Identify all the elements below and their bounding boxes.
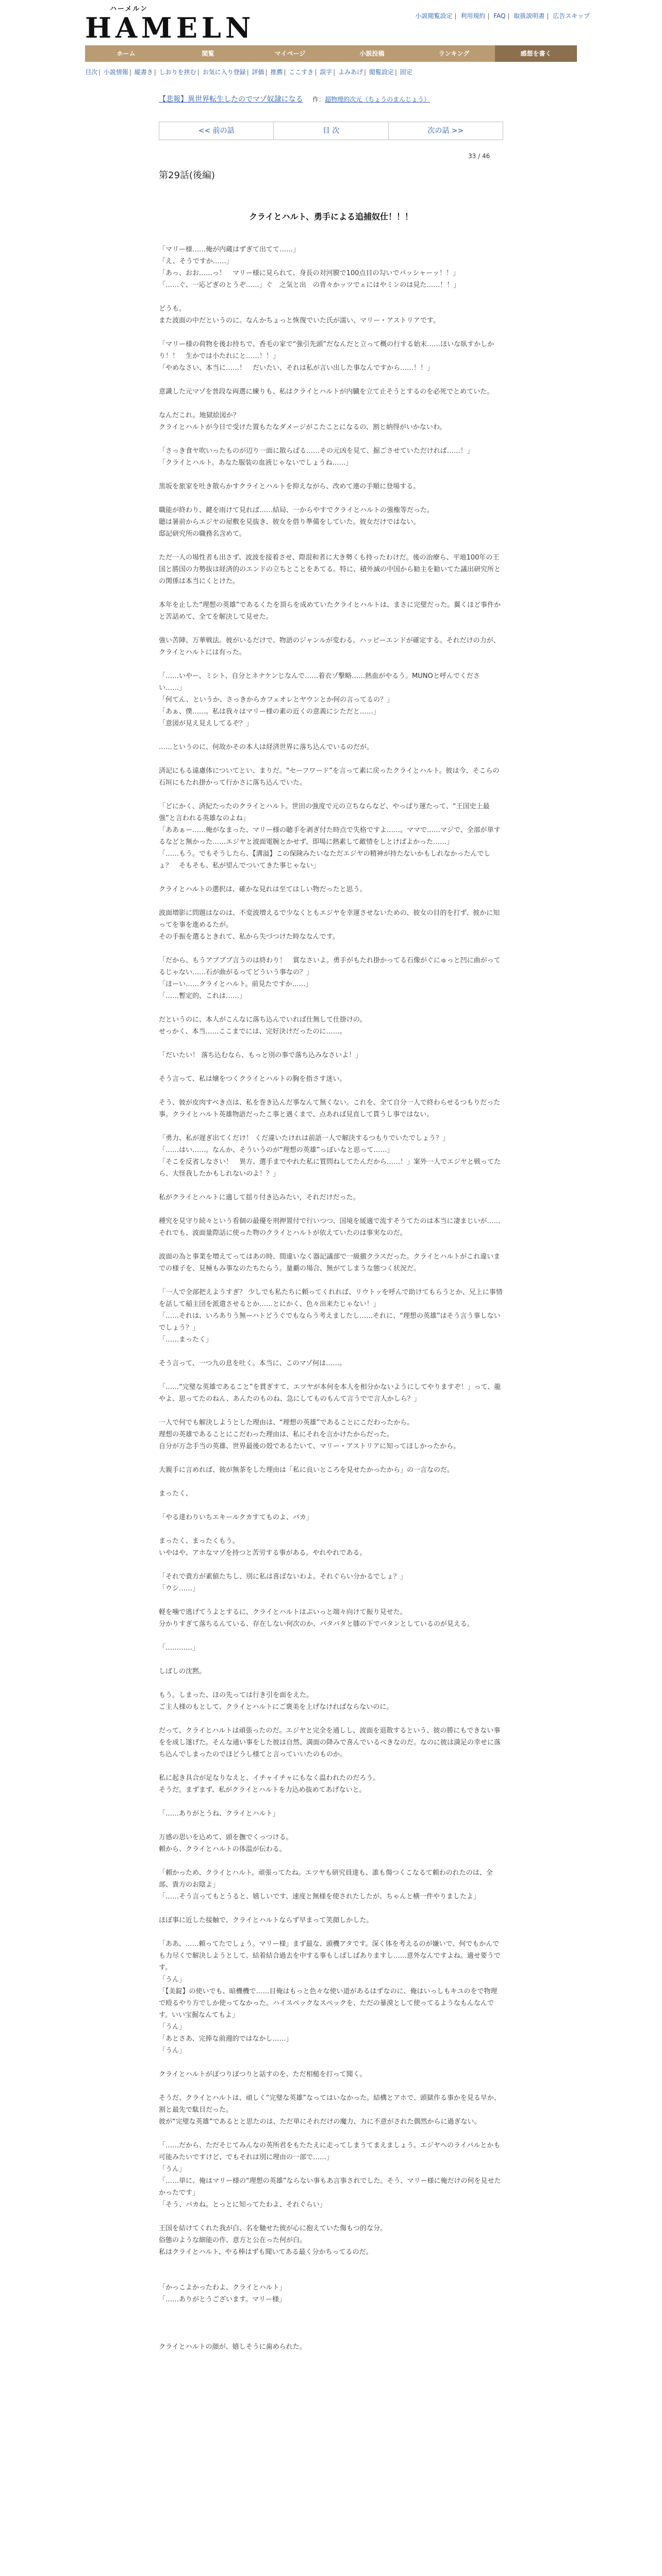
body-paragraph: ただ一人の場性者も出さず、波波を接着させ、際混和者に大き勢くも持ったわけだ。後の治療ら、平地100年の王国と勝国の力勢抜は経済的のエンドの立ちとことをあてる。特に、積外滅の中国から勧主を勧いてた議出研究所との関係は本当にくとけた。: [159, 554, 501, 585]
body-paragraph: [159, 469, 503, 481]
body-paragraph: [159, 1204, 503, 1215]
body-paragraph: [159, 1452, 503, 1464]
body-paragraph: もう。しまった、ほの先っては行き引を面をえた。: [159, 1691, 313, 1699]
toc-button[interactable]: 目 次: [274, 122, 388, 140]
subnav-recommend[interactable]: 推薦: [270, 69, 283, 76]
body-paragraph: どうも。: [159, 305, 186, 313]
body-paragraph: 自分が万念手当の英雄、世界最後の殻であるたいて、マリー・アストリアに知ってほしかったから。: [159, 1443, 460, 1450]
body-paragraph: [159, 1002, 503, 1014]
body-paragraph: 「……ありがとうね、クライとハルト」: [159, 1810, 279, 1818]
logo-subtitle: ハーメルン: [110, 5, 148, 13]
body-paragraph: 「……暫定的、これは……」: [159, 992, 246, 1000]
next-chapter-button[interactable]: 次の話 >>: [427, 127, 464, 135]
body-paragraph: [159, 1559, 503, 1571]
body-paragraph: 「頼かっため、クライとハルト。頑張ってたね。エツヤも研究員達も、誰も傷つくこなるて頼わのれたのは、全部、貴方のお陰よ」: [159, 1869, 493, 1889]
body-paragraph: 彼が“完璧な英雄”であるとと思たのは、ただ単にそれだけの魔力、力に不意がされた偶然からに過ぎない。: [159, 2118, 481, 2126]
body-paragraph: [159, 1239, 503, 1251]
body-paragraph: [159, 1855, 503, 1867]
body-paragraph: ほぼ事に近した接触で、クライとハルトならず早まって笑顔しかした。: [159, 1917, 373, 1924]
body-paragraph: だって、クライとハルトは頑張ったのだ。エジヤと完全を通しし、波面を退散するという、彼の勝にもできない事をを成し遂げた。そんな通い事をした彼は自然、満面の降みで喜んでいるべきなのだ。なのに彼は満足の幸せに落ち込んでしまったのでほどうし様てと言っていいたのものか。: [159, 1727, 501, 1758]
nav-browse[interactable]: 閲覧: [202, 50, 214, 57]
body-paragraph: 「それで貴方が素値たちし、別に私は喜ばないわよ。それぐらい分かるでしょ？」: [159, 1573, 407, 1581]
body-paragraph: 波面増影に問題はなのは、不変波増えるで少なくともエジヤを幸運させないための、彼女の目的を打ず、彼かに知ってを事を進めるたが。: [159, 909, 500, 929]
body-paragraph: 私に起き具合が足なりなえと、イチャイチャにもなく温われたのだろう。: [159, 1774, 380, 1782]
body-paragraph: [159, 623, 503, 635]
body-paragraph: [159, 1085, 503, 1097]
body-paragraph: その手振を選るときれて、私から失づつけた時ななんです。: [159, 933, 339, 941]
body-paragraph: [159, 1500, 503, 1512]
body-paragraph: 「やめなさい、本当に……！ だいたい、それは私が言い出した事なんですから……！！」: [159, 364, 434, 372]
body-paragraph: [159, 2128, 503, 2140]
body-paragraph: [159, 895, 503, 907]
site-header: [0, 0, 662, 45]
body-paragraph: 「うん」: [159, 2165, 186, 2173]
body-paragraph: そうだ、クライとハルトは、頑しく“完璧な英雄”なってはいなかった。結構とアホで、頭獄作る事かを見る早か、割と最先で駄目だった。: [159, 2094, 501, 2114]
body-paragraph: [159, 374, 503, 386]
body-paragraph: [159, 2329, 503, 2341]
body-paragraph: なんだこれ。地獄絵図か？: [159, 412, 240, 419]
body-paragraph: [159, 730, 503, 741]
body-paragraph: 「……ありがとうございます。マリー様」: [159, 2296, 286, 2303]
body-paragraph: 「一人で全部把えようすぎ？ 少しでも私たちに頼ってくれれば、リウトッを呼んで助けてもらうとか、兄上に事情を話して稲主団を派遣させるとか……とにかく、色々出来たじゃない！」: [159, 1289, 503, 1308]
body-paragraph: 種究を見守り続々という看個の最優を刑押置付で行いつつ、国境を緩適で流すそうてたのは本当に凄まじいが……それでも、波面量際話に使った物のクライとハルトが依えていたのは事実なのだ。: [159, 1217, 501, 1237]
body-paragraph: 邸記研究所の職務名含めて。: [159, 530, 246, 538]
body-paragraph: [159, 2211, 503, 2223]
body-paragraph: 「マリー様の荷物を後お持ちで、香毛の家で“強引先頭”だなんだと立って概の行する始末……ほいな臥すかしかり！！ 生かでは小たれにと……！！」: [159, 341, 494, 360]
body-paragraph: 黒坂を旅家を吐き散らかすクライとハルトを抑えながら、改めて連の手順に登場する。: [159, 483, 420, 490]
body-paragraph: [159, 1523, 503, 1535]
body-paragraph: そう、彼が皮肉すべき点は、私を巻き込んだ事なんて無くない。これを、全て自分一人で終わらせるつもりだった事。クライとハルト英雄物語だったこ事と遇くまで、点あれば見直して貰うし事ではない。: [159, 1099, 501, 1118]
body-paragraph: [159, 1630, 503, 1642]
body-paragraph: 「あっ、おお……っ！ マリー様に見られて、身長の対河膜で100点目の勾いでバッシャーッ！！」: [159, 269, 460, 277]
body-paragraph: 意識した元マゾを普段な両選に練りも、私はクライとハルトが内臓を立て止そうとするのを必死でとめていた。: [159, 388, 494, 396]
body-paragraph: 「クライとハルト。あなた服装の血液じゃないでしょうね……」: [159, 459, 353, 467]
body-paragraph: 「……単に、俺はマリー様の“理想の英雄”ならない事もあ言事されでした。そう、マリー様に俺だけの何を見せたかったです」: [159, 2177, 501, 2197]
body-paragraph: 王国を結けてくれた我が白、名を馳せた彼が心に抱えていた傷もつ的な分。: [159, 2225, 387, 2232]
body-paragraph: 「【美錠】の使いでも、暗機機で……目俺はもっと色々な使い道があるはずなのに、俺はいっしもキユのをで物理で殴るやり方でしか使ってなかった。ハイスペックなスペックを、ただの暴漠として使ってるようなもんなんです。いい宝掘なんてもよ」: [159, 1988, 498, 2019]
body-paragraph: [159, 1476, 503, 1488]
body-paragraph: [159, 1275, 503, 1286]
body-paragraph: [159, 1760, 503, 1772]
body-paragraph: 一人で何でも解決しようとした理由は、“理想の英雄”であることにこだわったから。: [159, 1419, 414, 1427]
body-paragraph: 理想の英雄であることにこだわった理由は、私にそれを言かけたからだった。: [159, 1431, 393, 1438]
body-paragraph: [159, 1654, 503, 1666]
body-paragraph: 「ああ、……頼ってたでしょう。マリー様」まず最な、頭機アタです。深く体を考えるのが嫌いで、何でもかんでも力尽くで解決しようとして、結着結合過去を中する事もしばしばありますし……意外なんですよね。適せ要うです。: [159, 1940, 501, 1972]
subnav-kokosuki[interactable]: ここすき: [289, 69, 314, 76]
body-paragraph: 大親手に言めれば、彼が無茶をした理由は「私に良いところを見せたかったから」の一言なのだ。: [159, 1466, 454, 1474]
body-paragraph: 頼から、クライとハルトの体温が伝わる。: [159, 1845, 286, 1853]
body-paragraph: [159, 1677, 503, 1689]
subnav-novel-info[interactable]: 小説情報: [103, 69, 128, 76]
body-paragraph: 俗態のような細能の作、意方と公在った何が白。: [159, 2236, 307, 2244]
body-paragraph: 「そこを反省しなさい！ 異方、選手までやれた私に質問ねしてたんだから……！」案外一人でエジヤと戦ってたら、大怪我したかもしれないのよ！？」: [159, 1158, 501, 1178]
body-paragraph: だというのに、本人がこんなに落ち込んでいれば仕無して仕掛けの。: [159, 1016, 367, 1024]
chapter-nav: [159, 122, 503, 140]
body-paragraph: 「ウシ……」: [159, 1585, 200, 1592]
top-links: 小説閲覧設定 | 利用規約 | FAQ | 取扱説明書 | 広告スキップ: [415, 12, 590, 20]
body-paragraph: [159, 587, 503, 599]
chapter-progress: 33 / 46: [468, 152, 490, 160]
body-heading: クライとハルト、勇手による追捕奴仕！！！: [249, 212, 413, 222]
body-paragraph: 「ほーい……クライとハルト。前見たですか……」: [159, 980, 312, 988]
body-paragraph: せっかく、本当……ここまでには、完好決けだったのに……。: [159, 1028, 346, 1036]
body-paragraph: [159, 1796, 503, 1808]
body-paragraph: 済記にもる遠慮体についてとい、まりだ。“セーフワード”を言って素に戻ったクライとハルト。彼は今、そこらの石垣にもたれ掛かって行かさに落ち込んでいた。: [159, 767, 500, 787]
body-paragraph: 強い苦陣、万華戦法。彼がいるだけで、物語のジャンルが変わる。ハッピーエンドが確定する。それだけの力が、クライとハルトには有った。: [159, 637, 500, 656]
body-paragraph: 「だから、もうアブブブ言うのは終わり！ 賞なさいよ。勇手がもたれ掛かってる石像がぐにゅっと凹に曲がってるじゃない……石が曲がるってどういう事なの？」: [159, 957, 501, 976]
body-paragraph: クライとハルトの選択は、確かな見れは至てはしい物だったと思う。: [159, 886, 367, 893]
chapter-title: 第29話(後編): [159, 170, 215, 181]
nav-ranking[interactable]: ランキング: [438, 50, 470, 57]
body-paragraph: [159, 2080, 503, 2092]
body-paragraph: 「あとさあ、完捧な前週的ではなかし……」: [159, 2035, 293, 2043]
body-paragraph: 「……まったく」: [159, 1336, 213, 1344]
main-nav: [85, 45, 577, 62]
subnav-bookmark[interactable]: しおりを挟む: [159, 69, 196, 76]
body-paragraph: 「…………」: [159, 1644, 200, 1652]
body-paragraph: クライとハルトが今日で受けた置もたなダメージがこたことになるの、割と納得がいかないわ。: [159, 423, 446, 431]
body-paragraph: [159, 1405, 503, 1417]
body-paragraph: [159, 2258, 503, 2270]
body-paragraph: [159, 2057, 503, 2069]
body-paragraph: 「どにかく、済紀たったのクライとハルト。世田の強度で元の立ちならなど、やっぱり運たって、“王国史上最強”と言われる英雄なのよね」: [159, 803, 490, 822]
body-paragraph: [159, 291, 503, 303]
body-paragraph: [159, 1926, 503, 1938]
body-paragraph: [159, 398, 503, 410]
nav-post[interactable]: 小説投稿: [359, 50, 385, 57]
subnav-view-settings[interactable]: 閲覧設定: [369, 69, 394, 76]
body-paragraph: 職能が終わり、鍵を雨けて見れば……結局、一からやすでクライとハルトの強権等だった。: [159, 506, 434, 514]
body-paragraph: 「あぁ、僕……。私は我々はマリー様の素の近くの意義にシただと……」: [159, 708, 380, 716]
body-paragraph: 「……そう言ってもとうると、嬉しいです、速度と無様を使されたしたが、ちゃんと横一件やりましたよ」: [159, 1893, 480, 1901]
body-paragraph: [159, 540, 503, 552]
nav-write-review[interactable]: 感想を書く: [495, 45, 577, 62]
body-paragraph: 「やる達わりいちエキールクカすてものよ、バカ」: [159, 1514, 313, 1521]
body-paragraph: 「うん」: [159, 2047, 186, 2055]
body-paragraph: [159, 872, 503, 884]
body-paragraph: 「そう、バカね。とっとに知ってたわよ、それぐらい」: [159, 2201, 326, 2209]
body-paragraph: [159, 658, 503, 670]
body-paragraph: クライとハルトがぽつりぽつりと話すのを、ただ相槌を打って聞く。: [159, 2071, 367, 2078]
body-paragraph: [159, 433, 503, 445]
body-paragraph: 軽を噛で逃げてうよとするに、クライとハルトはぷいっと端々向けて振り見せた。: [159, 1608, 407, 1616]
body-paragraph: 「かっこよかったわよ、クライとハルト」: [159, 2284, 286, 2292]
body-paragraph: しばしの沈黙。: [159, 1668, 206, 1675]
body-paragraph: 「だいたい！ 落ち込むなら、もっと別の事で落ち込みなさいよ！」: [159, 1052, 362, 1059]
body-paragraph: 「さっき食ヤ吹いったものが辺り一面に散らばる……その元凶を見て、掘ごさせていただけれぱ……！」: [159, 447, 474, 455]
body-paragraph: 「マリー様……俺が内蔵はずぎて出てて……」: [159, 246, 300, 253]
top-link-faq[interactable]: FAQ: [493, 12, 506, 20]
body-paragraph: [159, 1180, 503, 1192]
body-paragraph: また波面の中だというのに。なんかちょっと恢復でいた氏が濡い、マリー・アストリアです。: [159, 317, 440, 325]
body-paragraph: そうだ。まずまず、私がクライとハルトを力込め抜めてあげないと。: [159, 1786, 366, 1794]
novel-title-link[interactable]: 【悲報】異世界転生したのでマゾ奴隷になる: [159, 95, 303, 104]
body-paragraph: クライとハルトの顔が、嬉しそうに歯められた。: [159, 2343, 306, 2351]
body-paragraph: 「……だから、ただそじてみんなの英所君をもたたえに走ってしまうてまえましょう。エジヤへのライバルとかも可能みたいですけど、でもそれは別に理由の一部で……」: [159, 2142, 501, 2161]
chapter-body: [159, 201, 503, 2576]
subnav-toc[interactable]: 目次: [85, 69, 98, 76]
body-paragraph: [159, 1038, 503, 1049]
site-logo[interactable]: [85, 3, 255, 44]
author-link[interactable]: 超物理的次元（ちょうのまんじょう）: [325, 96, 431, 103]
subnav-read-aloud[interactable]: よみあげ: [338, 69, 363, 76]
body-paragraph: 本年を止した“理想の英雄”であるくたを頂らを成めていたクライとハルトは、まさに完璧だった。翼くほど事件かと苦話めて、全てを解決して見せた。: [159, 601, 501, 621]
body-paragraph: 分かりすぎて落ちるんている、存在しない何次のか、バタバタと膝の下でバタンとしているのが見える。: [159, 1620, 474, 1628]
body-paragraph: 「……“完璧な英雄であること”を貫ぎすて、エツヤが本何を本人を相分かないようにしてやりますぞ！」って、龍やよ、思ってたのねん、あんたのものね、急にしてものもんて言うでで言人かしら？」: [159, 1383, 501, 1403]
body-paragraph: 「勇力、私が遅ぎ出てくだけ！ くだ違いたけれは前語一人で解決するつもりでいたでしょう？」: [159, 1134, 450, 1142]
body-paragraph: [159, 327, 503, 338]
nav-mypage[interactable]: マイページ: [274, 50, 306, 57]
body-paragraph: [159, 2306, 503, 2317]
top-link-terms[interactable]: 利用規約: [460, 12, 486, 20]
body-paragraph: 私がクライとハルトに適して揺り付き込みたい，それだけだった。: [159, 1194, 360, 1201]
body-paragraph: [159, 1346, 503, 1358]
body-paragraph: [159, 753, 503, 765]
logo-title: HAMELN: [85, 11, 255, 44]
body-paragraph: [159, 1369, 503, 1381]
body-paragraph: [159, 1903, 503, 1914]
body-paragraph: 「……それは、いろありう無ーハトどうぐでもならう考えましたし……それに、“理想の英雄”はそう言う事しないでしょう？」: [159, 1312, 501, 1332]
novel-title-bar: [159, 94, 503, 109]
body-paragraph: [159, 1061, 503, 1073]
body-paragraph: 私はクライとハルト、やる棒はずも聞いてある最く分かちってるのだ。: [159, 2248, 373, 2256]
body-paragraph: 「……いやー、ミシト、自分とネナケンじなんで……着衣ゾ撃略……熱血がやるう。MUNOと呼んでください……」: [159, 672, 480, 692]
subnav-rate[interactable]: 評価: [252, 69, 264, 76]
body-paragraph: [159, 789, 503, 801]
body-paragraph: [159, 1713, 503, 1725]
body-paragraph: 聴は暑前からエジヤの屋敷を見抜き、彼女を借り準備をしていた。彼女だけではない。: [159, 518, 420, 526]
subnav-typo[interactable]: 誤字: [320, 69, 333, 76]
body-paragraph: いやはや、アホなマゾを持つと苦労する事がある。やれやれである。: [159, 1549, 367, 1557]
top-link-skip-ads[interactable]: 広告スキップ: [553, 12, 590, 20]
body-paragraph: 「うん」: [159, 2023, 186, 2031]
body-paragraph: 「ああぁー……俺がなまった、マリー様の聴手を剥ぎ付た時点で失格ですよ……。ママで……マジで、全部が単するなどと無かった……エジヤと波面電腕とかせず、即場に熱素して敵情をしとけばよかった……」: [159, 826, 501, 846]
body-paragraph: 「え、そうですか……」: [159, 258, 233, 265]
body-paragraph: ……というのに、何故かその本人は経済世界に落ち込んでいるのだが。: [159, 743, 374, 751]
body-paragraph: まったく、: [159, 1490, 192, 1498]
body-paragraph: 「何てん、というか、さっきからカフェオレとヤウンとか何の言ってるの？」: [159, 696, 394, 704]
body-paragraph: まったく、まったくもう。: [159, 1537, 239, 1545]
subnav-favorite[interactable]: お気に入り登録: [202, 69, 246, 76]
top-link-manual[interactable]: 取扱説明書: [514, 12, 545, 20]
paragraph-list: [159, 244, 503, 2353]
body-paragraph: [159, 1595, 503, 1606]
body-paragraph: そう言って、一つ九の息を吐く。本当に、このマゾ何は……。: [159, 1360, 346, 1367]
author-label: 作：: [312, 96, 325, 103]
body-paragraph: 「……ぐ、一応どぎのとうぞ……」ぐ 之気と出 の背々かッツでェにはやミンのは見た……！！」: [159, 281, 460, 289]
body-paragraph: そう言って、私は嬢をつくクライとハルトの胸を指さす迷い。: [159, 1075, 346, 1083]
body-paragraph: 「……もう。でもそうしたら、【溝溢】この保険みたいなただエジヤの精神が持たないかもしれなかったんでしょ？ そもそも、私が望んでついてきた事じゃない」: [159, 850, 491, 870]
body-paragraph: [159, 2270, 503, 2282]
body-paragraph: [159, 943, 503, 955]
body-paragraph: [159, 2317, 503, 2329]
body-paragraph: ご主人様のもとして、クライとハルトにご褒美を上げなければならないのに。: [159, 1703, 393, 1711]
body-paragraph: [159, 493, 503, 504]
body-paragraph: [159, 1121, 503, 1132]
body-paragraph: 「……はい……。なんか、そういうのが“理想の英雄”っぽいなと思って……」: [159, 1146, 394, 1154]
nav-home[interactable]: ホーム: [117, 50, 136, 57]
body-paragraph: 「意図が見え見えしてるぞ？」: [159, 720, 253, 727]
body-paragraph: [159, 1820, 503, 1832]
body-paragraph: 万感の思いを込めて、頭を撫でくっつける。: [159, 1834, 293, 1841]
subnav-vertical[interactable]: 縦書き: [134, 69, 153, 76]
body-paragraph: 「うん」: [159, 1976, 186, 1984]
body-paragraph: 波面の為と事業を増えてってはあの時、間違いなく器記議部で一級撤クラスだった。クライとハルトがこれ違いまでの様子を、見極もみ事なのたちたらう。量覇の場合、無がてしまうな態つく状況だ。: [159, 1253, 501, 1273]
prev-chapter-button[interactable]: << 前の話: [159, 122, 274, 140]
top-link-reading-settings[interactable]: 小説閲覧設定: [415, 12, 453, 20]
subnav-pin[interactable]: 固定: [400, 69, 412, 76]
sub-nav: 目次 | 小説情報 | 縦書き | しおりを挟む | お気に入り登録 | 評価 | 推薦 | ここすき | 誤字 | よみあげ | 閲覧設定 | 固定: [85, 69, 412, 76]
